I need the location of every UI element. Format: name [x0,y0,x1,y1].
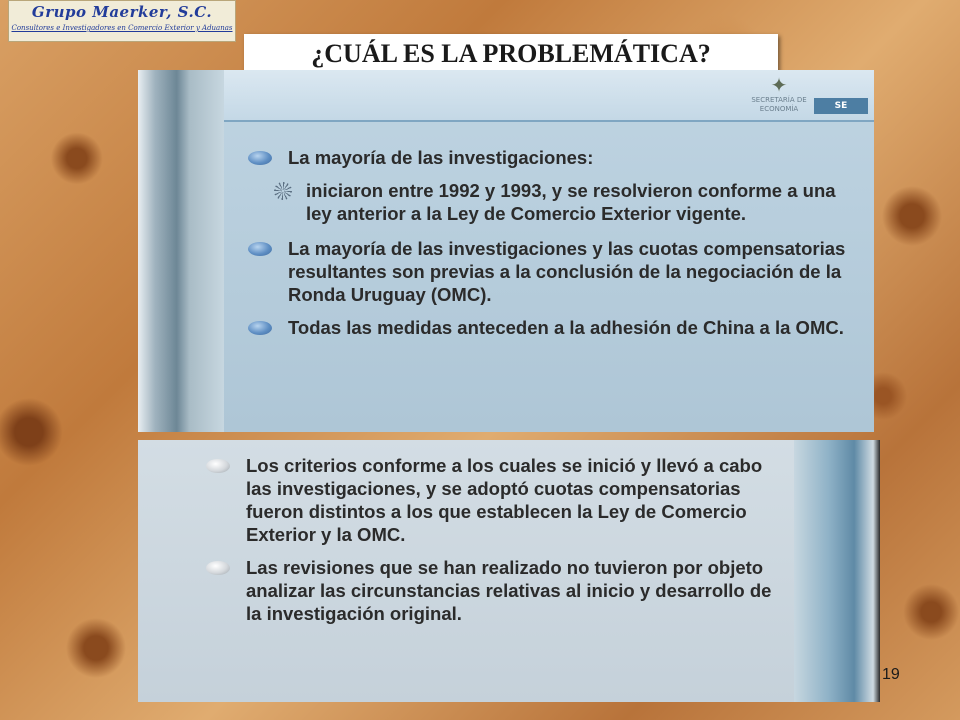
list-item [206,556,780,625]
list-item [248,146,854,169]
government-seal [750,74,808,118]
top-slide-image [138,70,874,432]
list-item [206,454,780,546]
list-item-text: Todas las medidas anteceden a la adhesión de China a la OMC. [288,317,844,338]
sub-list-item [274,179,854,225]
top-slide-content [248,146,854,349]
bullet-icon [248,151,272,165]
eagle-icon: ✦ [770,73,788,97]
star-bullet-icon [274,182,292,200]
list-item-text: Las revisiones que se han realizado no tuvieron por objeto analizar las circunstancias relativas al inicio y desarrollo de la investigación original. [246,557,772,624]
company-logo [8,0,236,42]
sub-list-item-text: iniciaron entre 1992 y 1993, y se resolvieron conforme a una ley anterior a la Ley de Comercio Exterior vigente. [306,180,836,224]
list-item [248,316,854,339]
list-item-text: La mayoría de las investigaciones y las cuotas compensatorias resultantes son previas a la conclusión de la negociación de la Ronda Uruguay (OMC). [288,238,846,305]
page-title: ¿CUÁL ES LA PROBLEMÁTICA? [244,34,778,72]
bullet-icon [248,321,272,335]
list-item [248,237,854,306]
slide-right-bar [794,440,880,702]
bottom-slide-image [138,440,880,702]
company-name: Grupo Maerker, S.C. [31,3,213,21]
bottom-slide-content [206,454,780,635]
se-badge: SE [814,98,868,114]
bullet-icon [248,242,272,256]
list-item-text: La mayoría de las investigaciones: [288,147,594,168]
company-tagline: Consultores e Investigadores en Comercio Exterior y Aduanas [11,24,233,32]
slide-left-bar [138,70,224,432]
bullet-icon [206,561,230,575]
bullet-icon [206,459,230,473]
seal-caption: SECRETARÍA DE ECONOMÍA [751,96,807,113]
page-number: 19 [882,666,900,683]
list-item-text: Los criterios conforme a los cuales se inició y llevó a cabo las investigaciones, y se adoptó cuotas compensatorias fueron distintos a los que establecen la Ley de Comercio Exterior y la OMC. [246,455,763,545]
